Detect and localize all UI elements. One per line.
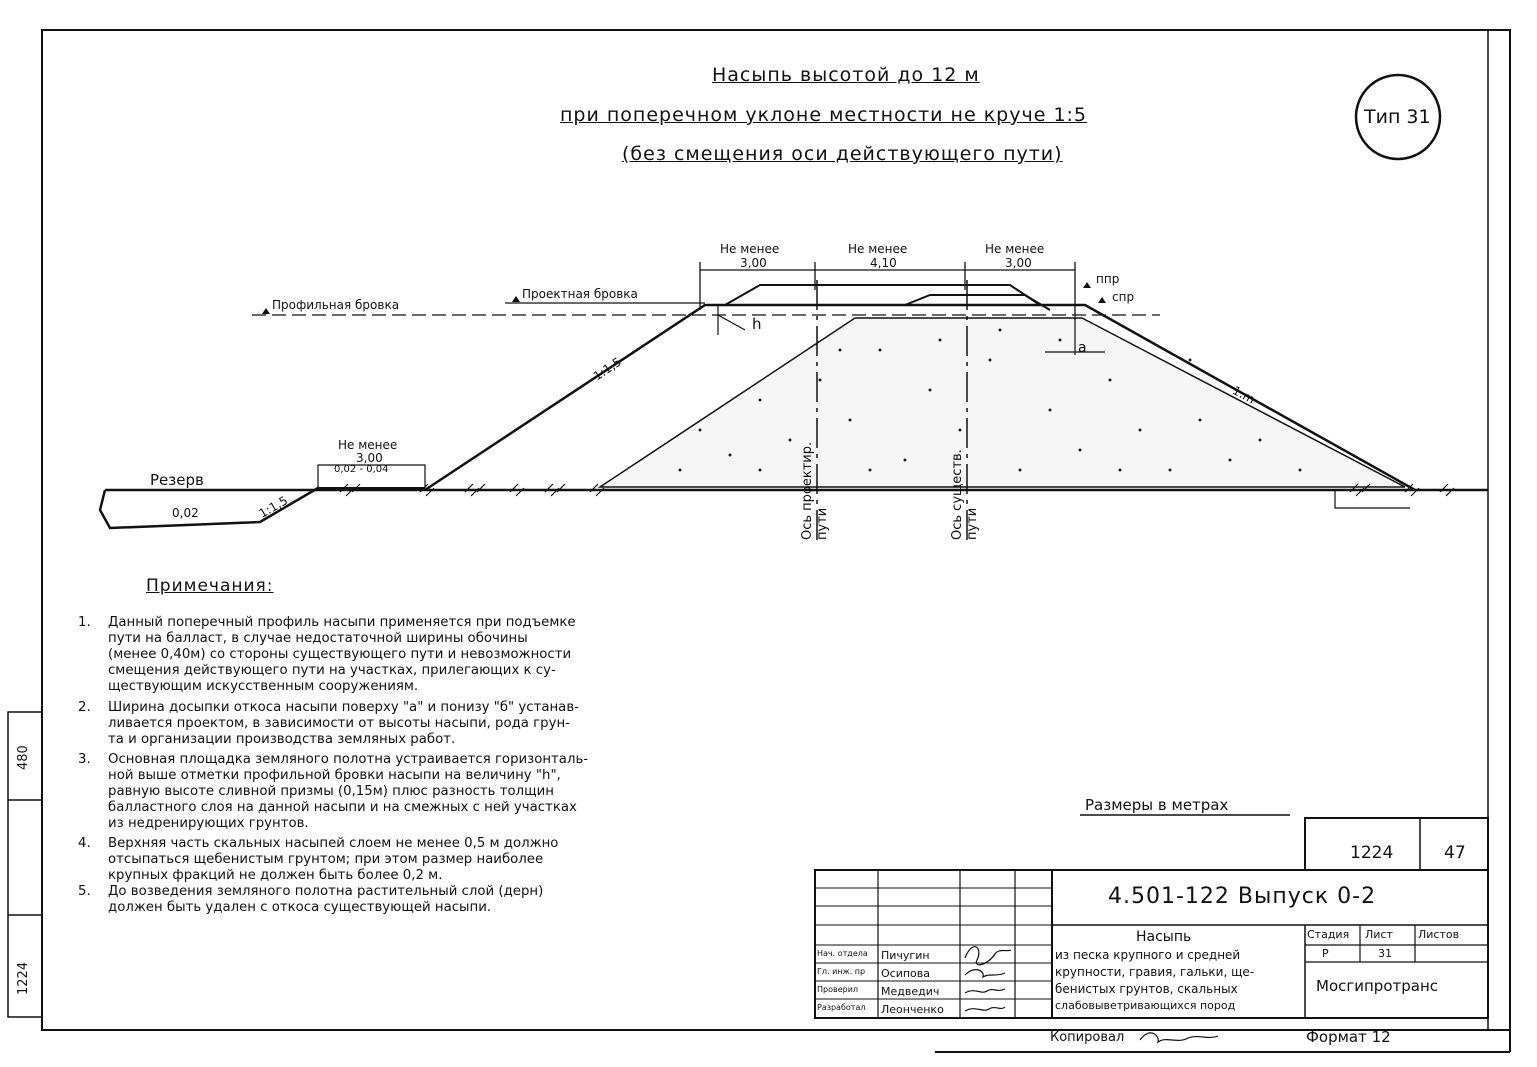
mark-a: a (1078, 340, 1087, 356)
existing-ballast (905, 295, 1050, 310)
ppr-label: ппр (1096, 272, 1120, 286)
hdr-sheet: Лист (1365, 928, 1393, 941)
sheet-page: 47 (1444, 843, 1466, 863)
note-item (78, 752, 808, 832)
desc-line5: слабовыветривающихся пород (1055, 999, 1236, 1012)
slope-left-label: 1:1,5 (590, 354, 625, 384)
existing-embankment (600, 318, 1405, 487)
doc-number: 4.501-122 Выпуск 0-2 (1108, 884, 1377, 909)
note-text: Данный поперечный профиль насыпи применяется при подъемке пути на балласт, в случае недостаточной ширины обочины (менее 0,40м) со стороны существующего пути и невозможности смещения действующего пути на участках, прилегающих к су- ществующим искусственным сооружениям. (108, 615, 576, 694)
slope-right-label: 1:m (1230, 383, 1258, 407)
note-text: Основная площадка земляного полотна устраивается горизонталь- ной выше отметки профильной бровки насыпи на величину "h", равную высоте сливной призмы (0,15м) плюс разность толщин балластного слоя на данной насыпи и на смежных с ней участках из недренирующих грунтов. (108, 752, 589, 831)
note-number: 1. (78, 615, 91, 630)
desc-line1: Насыпь (1136, 929, 1192, 945)
note-item (78, 700, 808, 748)
note-text: Верхняя часть скальных насыпей слоем не менее 0,5 м должно отсыпаться щебенистым грунтом; при этом размер наиболее крупных фракций не должен быть более 0,2 м. (108, 836, 559, 883)
hdr-sheets: Листов (1418, 928, 1460, 941)
berm-value: 3,00 (356, 451, 383, 465)
note-item (78, 836, 808, 884)
drawing-title-line2: при поперечном уклоне местности не круче 1:5 (560, 104, 1088, 126)
org-name: Мосгипротранс (1316, 977, 1439, 995)
val-stage: Р (1322, 947, 1329, 960)
role-label: Гл. инж. пр (817, 967, 866, 976)
drawing-title-line3: (без смещения оси действующего пути) (622, 143, 1063, 165)
copied-label: Копировал (1050, 1030, 1125, 1045)
notes-heading: Примечания: (146, 576, 274, 596)
margin-upper-code: 480 (16, 745, 31, 770)
berm-label: Не менее (338, 438, 398, 452)
spr-label: спр (1112, 290, 1135, 304)
val-sheet: 31 (1378, 947, 1392, 960)
desc-line2: из песка крупного и средней (1055, 948, 1241, 962)
dim-left-label: Не менее (720, 242, 780, 256)
note-number: 4. (78, 836, 91, 851)
dim-left-value: 3,00 (740, 256, 767, 270)
role-name: Пичугин (881, 949, 930, 962)
type-badge: Тип 31 (1364, 106, 1431, 128)
margin-lower-code: 1224 (16, 961, 31, 995)
axis-existing-label: Ось существ. пути (950, 449, 980, 540)
desc-line4: бенистых грунтов, скальных (1055, 982, 1238, 996)
design-grade-label: Проектная бровка (522, 287, 638, 301)
sheet-code: 1224 (1350, 843, 1394, 863)
role-label: Проверил (817, 985, 859, 994)
axis-design-label: Ось проектир. пути (800, 441, 830, 540)
dim-right-label: Не менее (985, 242, 1045, 256)
reserve-label: Резерв (150, 471, 204, 489)
reserve-slope-label: 0,02 (172, 506, 199, 520)
dim-right-value: 3,00 (1005, 256, 1032, 270)
dim-mid-value: 4,10 (870, 256, 897, 270)
dim-mid-label: Не менее (848, 242, 908, 256)
note-number: 3. (78, 752, 91, 767)
profile-grade-label: Профильная бровка (272, 298, 400, 312)
note-item (78, 615, 808, 695)
mark-h: h (752, 315, 762, 333)
format-label: Формат 12 (1306, 1028, 1391, 1046)
drawing-title-line1: Насыпь высотой до 12 м (712, 64, 980, 86)
role-name: Осипова (881, 967, 931, 980)
desc-line3: крупности, гравия, гальки, ще- (1055, 965, 1255, 979)
slope-reserve-label: 1:1,5 (256, 493, 291, 521)
role-label: Нач. отдела (817, 949, 868, 958)
role-name: Медведич (881, 985, 940, 998)
note-text: Ширина досыпки откоса насыпи поверху "а" и понизу "б" устанав- ливается проектом, в зависимости от высоты насыпи, рода грун- та и организации производства земляных работ. (108, 700, 579, 747)
sizes-note: Размеры в метрах (1085, 796, 1229, 814)
note-item (78, 884, 808, 916)
role-name: Леонченко (881, 1003, 944, 1016)
role-label: Разработал (817, 1003, 866, 1012)
note-number: 5. (78, 884, 91, 899)
note-number: 2. (78, 700, 91, 715)
berm-slope-label: 0,02 - 0,04 (334, 464, 389, 475)
note-text: До возведения земляного полотна растительный слой (дерн) должен быть удален с откоса существующей насыпи. (108, 884, 544, 915)
hdr-stage: Стадия (1307, 928, 1350, 941)
